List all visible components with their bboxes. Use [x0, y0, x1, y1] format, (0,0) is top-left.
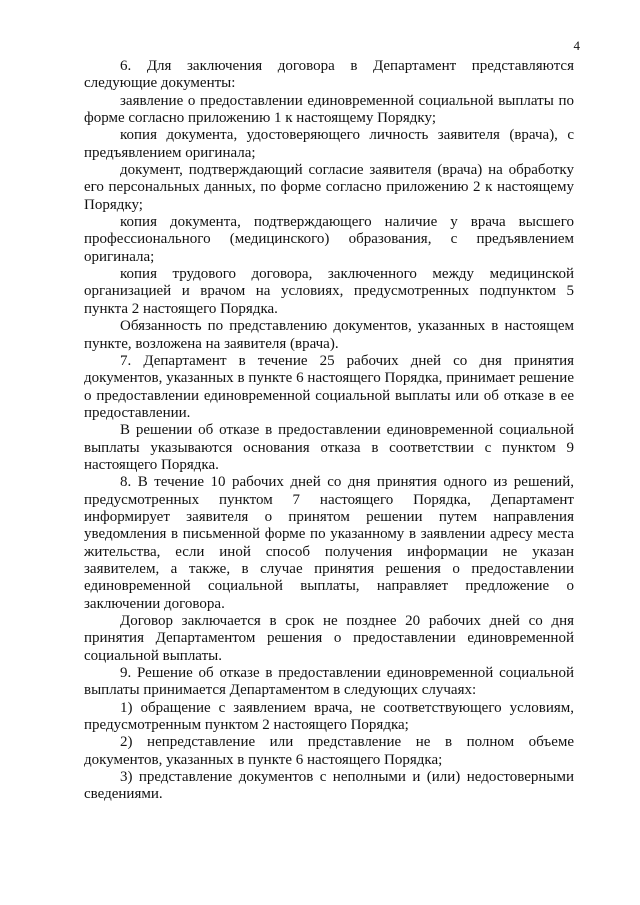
- document-body: [84, 58, 574, 804]
- paragraph-9-case-3: 3) представление документов с неполными и (или) недостоверными сведениями.: [84, 769, 574, 803]
- paragraph-contract-term: Договор заключается в срок не позднее 20 рабочих дней со дня принятия Департаментом решения о предоставлении единовременной социальной выплаты.: [84, 613, 574, 664]
- paragraph-refusal-grounds: В решении об отказе в предоставлении единовременной социальной выплаты указываются основания отказа в соответствии с пунктом 9 настоящего Порядка.: [84, 422, 574, 473]
- paragraph-7: 7. Департамент в течение 25 рабочих дней со дня принятия документов, указанных в пункте 6 настоящего Порядка, принимает решение о предоставлении единовременной социальной выплаты или об отказе в ее предоставлении.: [84, 352, 574, 421]
- paragraph-contract-item: копия трудового договора, заключенного между медицинской организацией и врачом на условиях, предусмотренных подпунктом 5 пункта 2 настоящего Порядка.: [84, 266, 574, 317]
- paragraph-6-intro: 6. Для заключения договора в Департамент представляются следующие документы:: [84, 58, 574, 92]
- paragraph-8: 8. В течение 10 рабочих дней со дня принятия одного из решений, предусмотренных пунктом 7 настоящего Порядка, Департамент информирует заявителя о принятом решении путем направления уведомления в письменной форме по указанному в заявлении адресу места жительства, если иной способ получения информации не указан заявителем, а также, в случае принятия решения о предоставлении единовременной социальной выплаты, направляет предложение о заключении договора.: [84, 474, 574, 612]
- paragraph-identity-item: копия документа, удостоверяющего личность заявителя (врача), с предъявлением оригинала;: [84, 127, 574, 161]
- paragraph-9: 9. Решение об отказе в предоставлении единовременной социальной выплаты принимается Департаментом в следующих случаях:: [84, 665, 574, 699]
- paragraph-consent-item: документ, подтверждающий согласие заявителя (врача) на обработку его персональных данных, по форме согласно приложению 2 к настоящему Порядку;: [84, 162, 574, 213]
- paragraph-9-case-1: 1) обращение с заявлением врача, не соответствующего условиям, предусмотренным пунктом 2 настоящего Порядка;: [84, 699, 574, 734]
- page-number: 4: [573, 38, 580, 53]
- paragraph-obligation: Обязанность по представлению документов, указанных в настоящем пункте, возложена на заявителя (врача).: [84, 318, 574, 352]
- paragraph-application-item: заявление о предоставлении единовременной социальной выплаты по форме согласно приложению 1 к настоящему Порядку;: [84, 92, 574, 127]
- paragraph-9-case-2: 2) непредставление или представление не в полном объеме документов, указанных в пункте 6 настоящего Порядка;: [84, 734, 574, 768]
- paragraph-education-item: копия документа, подтверждающего наличие у врача высшего профессионального (медицинского) образования, с предъявлением оригинала;: [84, 214, 574, 265]
